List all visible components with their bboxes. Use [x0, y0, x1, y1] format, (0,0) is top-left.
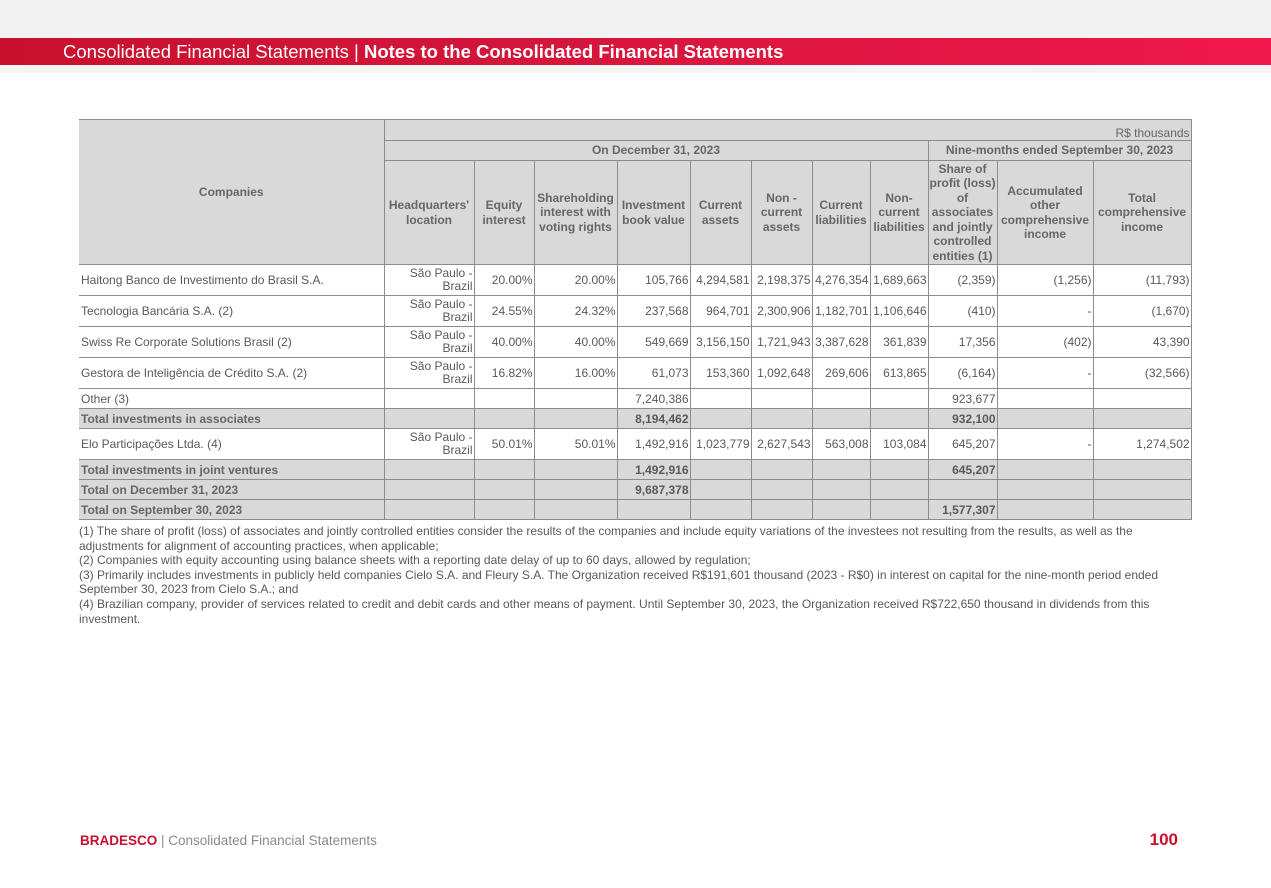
header-separator: | — [348, 41, 364, 62]
table-row-gestora — [79, 358, 1191, 389]
row-total-label: Total on September 30, 2023 — [79, 500, 384, 520]
cell-share-of-profit — [928, 480, 997, 500]
col-header-non-current-liabilities: Non- current liabilities — [870, 161, 928, 265]
cell-investment-book-value: 105,766 — [617, 265, 690, 296]
cell-non-current-liabilities — [870, 500, 928, 520]
cell-accumulated-oci: - — [997, 358, 1093, 389]
cell-accumulated-oci — [997, 460, 1093, 480]
cell-current-assets — [690, 460, 751, 480]
cell-investment-book-value: 549,669 — [617, 327, 690, 358]
cell-non-current-liabilities: 361,839 — [870, 327, 928, 358]
row-company-name: Elo Participações Ltda. (4) — [79, 429, 384, 460]
cell-investment-book-value: 8,194,462 — [617, 409, 690, 429]
cell-equity-interest — [474, 480, 534, 500]
cell-investment-book-value: 9,687,378 — [617, 480, 690, 500]
header-section: Consolidated Financial Statements — [63, 41, 349, 62]
col-header-total-comprehensive-income: Total comprehensive income — [1093, 161, 1191, 265]
cell-total-comprehensive-income: 1,274,502 — [1093, 429, 1191, 460]
cell-equity-interest — [474, 389, 534, 409]
cell-equity-interest: 24.55% — [474, 296, 534, 327]
footnote-4: (4) Brazilian company, provider of services related to credit and debit cards and other means of payment. Until September 30, 2023, the Organization received R$722,650 thousand in dividends from this investment. — [79, 596, 1150, 626]
cell-current-liabilities — [812, 480, 870, 500]
cell-share-of-profit: 17,356 — [928, 327, 997, 358]
cell-current-liabilities: 563,008 — [812, 429, 870, 460]
cell-accumulated-oci — [997, 409, 1093, 429]
col-header-share-of-profit: Share of profit (loss) of associates and jointly controlled entities (1) — [929, 161, 996, 263]
cell-current-assets: 1,023,779 — [690, 429, 751, 460]
table-row-total-december — [79, 480, 1191, 500]
col-header-non-current-assets: Non - current assets — [751, 161, 812, 265]
cell-share-of-profit: 923,677 — [928, 389, 997, 409]
col-header-investment-book-value: Investment book value — [617, 161, 690, 265]
cell-total-comprehensive-income — [1093, 500, 1191, 520]
cell-current-assets — [690, 409, 751, 429]
cell-non-current-assets: 2,627,543 — [751, 429, 812, 460]
row-total-label: Total on December 31, 2023 — [79, 480, 384, 500]
cell-investment-book-value — [617, 500, 690, 520]
table-row-other — [79, 389, 1191, 409]
cell-total-comprehensive-income: (11,793) — [1093, 265, 1191, 296]
cell-non-current-assets — [751, 480, 812, 500]
cell-current-assets — [690, 500, 751, 520]
cell-equity-interest: 16.82% — [474, 358, 534, 389]
cell-current-assets — [690, 480, 751, 500]
cell-current-liabilities: 269,606 — [812, 358, 870, 389]
cell-voting-rights: 20.00% — [534, 265, 617, 296]
footnote-3: (3) Primarily includes investments in publicly held companies Cielo S.A. and Fleury S.A. The Organization received R$191,601 thousand (2023 - R$0) in interest on capital for the nine-month period ended September 30, 2023 from Cielo S.A.; and — [79, 567, 1159, 597]
cell-headquarters — [384, 389, 474, 409]
cell-total-comprehensive-income: (1,670) — [1093, 296, 1191, 327]
footer-separator: | — [157, 833, 169, 848]
cell-non-current-liabilities: 1,106,646 — [870, 296, 928, 327]
cell-non-current-assets: 2,300,906 — [751, 296, 812, 327]
cell-non-current-assets — [751, 389, 812, 409]
cell-share-of-profit: (2,359) — [928, 265, 997, 296]
footnote-1: (1) The share of profit (loss) of associates and jointly controlled entities consider the results of the companies and include equity variations of the investees not resulting from the results, as well as the adjustments for alignment of accounting practices, when applicable; — [79, 524, 1133, 553]
cell-total-comprehensive-income: (32,566) — [1093, 358, 1191, 389]
cell-accumulated-oci — [997, 389, 1093, 409]
cell-voting-rights: 40.00% — [534, 327, 617, 358]
cell-total-comprehensive-income — [1093, 389, 1191, 409]
cell-accumulated-oci: - — [997, 429, 1093, 460]
cell-current-liabilities: 4,276,354 — [812, 265, 870, 296]
cell-accumulated-oci: - — [997, 296, 1093, 327]
table-row-elo — [79, 429, 1191, 460]
cell-non-current-liabilities: 613,865 — [870, 358, 928, 389]
cell-accumulated-oci — [997, 500, 1093, 520]
investments-table-container — [79, 119, 1191, 520]
cell-headquarters: São Paulo - Brazil — [384, 296, 474, 327]
cell-current-liabilities — [812, 460, 870, 480]
cell-equity-interest — [474, 500, 534, 520]
cell-current-assets: 4,294,581 — [690, 265, 751, 296]
cell-total-comprehensive-income — [1093, 460, 1191, 480]
cell-voting-rights — [534, 389, 617, 409]
table-footnotes — [79, 524, 1191, 626]
footnote-2: (2) Companies with equity accounting using balance sheets with a reporting date delay of up to 60 days, allowed by regulation; — [79, 553, 751, 568]
cell-total-comprehensive-income — [1093, 480, 1191, 500]
row-company-name: Other (3) — [79, 389, 384, 409]
cell-current-liabilities — [812, 500, 870, 520]
cell-non-current-assets: 1,721,943 — [751, 327, 812, 358]
cell-non-current-liabilities — [870, 409, 928, 429]
cell-non-current-liabilities — [870, 389, 928, 409]
cell-current-assets: 964,701 — [690, 296, 751, 327]
cell-current-liabilities: 3,387,628 — [812, 327, 870, 358]
cell-non-current-liabilities — [870, 460, 928, 480]
cell-non-current-assets — [751, 500, 812, 520]
cell-investment-book-value: 7,240,386 — [617, 389, 690, 409]
cell-share-of-profit: (6,164) — [928, 358, 997, 389]
footer-brand: BRADESCO — [80, 833, 158, 848]
top-margin-strip — [0, 0, 1271, 38]
cell-headquarters — [384, 409, 474, 429]
cell-current-assets: 3,156,150 — [690, 327, 751, 358]
companies-header: Companies — [79, 120, 384, 265]
cell-headquarters — [384, 480, 474, 500]
table-row-total-joint-ventures — [79, 460, 1191, 480]
col-header-current-assets: Current assets — [690, 161, 751, 265]
table-row-tecnologia-bancaria — [79, 296, 1191, 327]
cell-equity-interest — [474, 460, 534, 480]
cell-accumulated-oci: (402) — [997, 327, 1093, 358]
cell-accumulated-oci: (1,256) — [997, 265, 1093, 296]
group-header-september: Nine-months ended September 30, 2023 — [928, 141, 1191, 161]
cell-share-of-profit: 645,207 — [928, 429, 997, 460]
header-title: Notes to the Consolidated Financial Statements — [363, 41, 784, 62]
unit-label: R$ thousands — [384, 120, 1191, 141]
header-underline — [0, 65, 1271, 73]
col-header-current-liabilities: Current liabilities — [812, 161, 870, 265]
cell-voting-rights: 50.01% — [534, 429, 617, 460]
cell-investment-book-value: 237,568 — [617, 296, 690, 327]
cell-total-comprehensive-income: 43,390 — [1093, 327, 1191, 358]
unit-row — [79, 120, 1191, 141]
page-number: 100 — [1149, 830, 1178, 849]
cell-non-current-liabilities: 103,084 — [870, 429, 928, 460]
row-company-name: Swiss Re Corporate Solutions Brasil (2) — [79, 327, 384, 358]
cell-non-current-liabilities — [870, 480, 928, 500]
cell-voting-rights — [534, 460, 617, 480]
col-header-voting-rights: Shareholding interest with voting rights — [534, 161, 617, 265]
row-company-name: Haitong Banco de Investimento do Brasil S.A. — [79, 265, 384, 296]
row-company-name: Gestora de Inteligência de Crédito S.A. (2) — [79, 358, 384, 389]
cell-current-liabilities: 1,182,701 — [812, 296, 870, 327]
cell-accumulated-oci — [997, 480, 1093, 500]
cell-share-of-profit: 1,577,307 — [928, 500, 997, 520]
cell-non-current-assets: 1,092,648 — [751, 358, 812, 389]
table-row-haitong — [79, 265, 1191, 296]
cell-voting-rights: 24.32% — [534, 296, 617, 327]
cell-equity-interest: 50.01% — [474, 429, 534, 460]
cell-current-assets — [690, 389, 751, 409]
footer-text: Consolidated Financial Statements — [168, 833, 377, 848]
row-company-name: Tecnologia Bancária S.A. (2) — [79, 296, 384, 327]
cell-headquarters: São Paulo - Brazil — [384, 265, 474, 296]
investments-table — [79, 119, 1192, 520]
cell-investment-book-value: 1,492,916 — [617, 429, 690, 460]
cell-headquarters: São Paulo - Brazil — [384, 327, 474, 358]
cell-non-current-liabilities: 1,689,663 — [870, 265, 928, 296]
cell-headquarters: São Paulo - Brazil — [384, 358, 474, 389]
cell-non-current-assets: 2,198,375 — [751, 265, 812, 296]
cell-equity-interest: 40.00% — [474, 327, 534, 358]
cell-voting-rights — [534, 409, 617, 429]
cell-headquarters — [384, 460, 474, 480]
col-header-accumulated-oci: Accumulated other comprehensive income — [997, 161, 1093, 265]
cell-current-liabilities — [812, 409, 870, 429]
page-footer — [80, 833, 377, 848]
table-row-total-associates — [79, 409, 1191, 429]
cell-headquarters — [384, 500, 474, 520]
cell-voting-rights: 16.00% — [534, 358, 617, 389]
group-header-december: On December 31, 2023 — [384, 141, 928, 161]
cell-headquarters: São Paulo - Brazil — [384, 429, 474, 460]
cell-total-comprehensive-income — [1093, 409, 1191, 429]
cell-current-assets: 153,360 — [690, 358, 751, 389]
cell-voting-rights — [534, 480, 617, 500]
table-row-swiss-re — [79, 327, 1191, 358]
cell-equity-interest — [474, 409, 534, 429]
row-total-label: Total investments in joint ventures — [79, 460, 384, 480]
page-header-bar — [0, 38, 1271, 65]
cell-voting-rights — [534, 500, 617, 520]
cell-non-current-assets — [751, 409, 812, 429]
cell-investment-book-value: 1,492,916 — [617, 460, 690, 480]
col-header-headquarters: Headquarters' location — [384, 161, 474, 265]
cell-equity-interest: 20.00% — [474, 265, 534, 296]
cell-investment-book-value: 61,073 — [617, 358, 690, 389]
cell-non-current-assets — [751, 460, 812, 480]
cell-current-liabilities — [812, 389, 870, 409]
cell-share-of-profit: (410) — [928, 296, 997, 327]
table-row-total-september — [79, 500, 1191, 520]
cell-share-of-profit: 932,100 — [928, 409, 997, 429]
row-total-label: Total investments in associates — [79, 409, 384, 429]
cell-share-of-profit: 645,207 — [928, 460, 997, 480]
col-header-equity-interest: Equity interest — [474, 161, 534, 265]
